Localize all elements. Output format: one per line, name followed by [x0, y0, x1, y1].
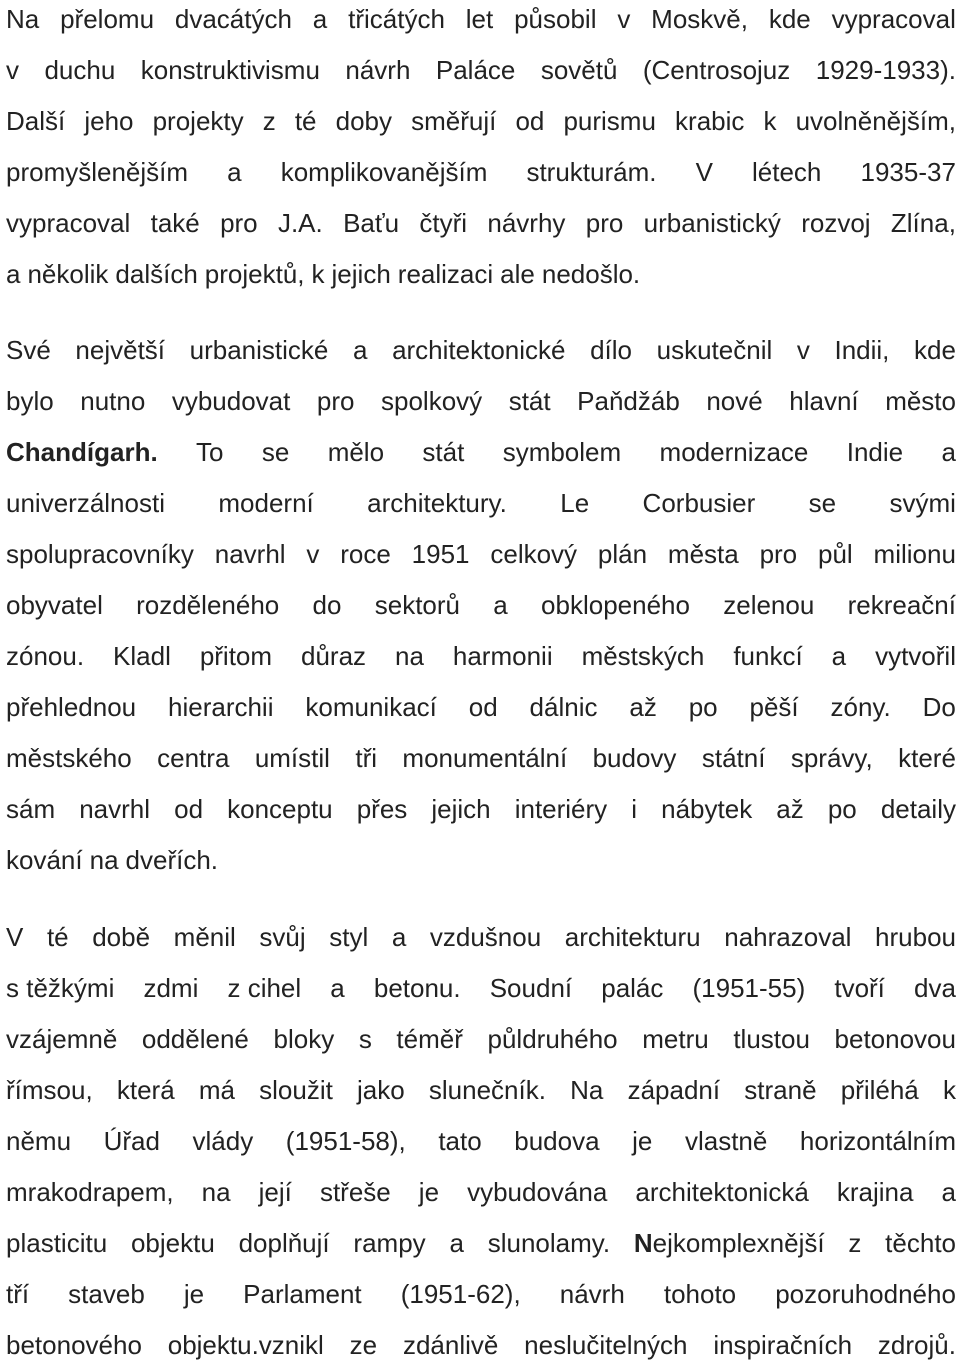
word: budovy: [592, 743, 677, 773]
word: (1951-58),: [285, 1126, 406, 1156]
word: téměř: [396, 1024, 463, 1054]
word: v: [796, 335, 810, 365]
word: tři: [355, 743, 378, 773]
word: komplikovanějším: [280, 157, 488, 187]
word: zdmi: [143, 973, 199, 1003]
word: je: [418, 1177, 440, 1207]
word: roce: [340, 539, 391, 569]
word: třicátých: [348, 4, 445, 34]
word: urbanistické: [189, 335, 329, 365]
text-line: [6, 198, 956, 249]
word: spolupracovníky: [6, 539, 194, 569]
word: tvoří: [834, 973, 885, 1003]
text-line: [6, 1014, 956, 1065]
word: symbolem: [502, 437, 622, 467]
text-line: [6, 631, 956, 682]
word: (1951-55): [692, 973, 806, 1003]
word: době: [92, 922, 151, 952]
word: nutno: [80, 386, 146, 416]
word: do: [312, 590, 342, 620]
text-line: [6, 0, 956, 45]
word: pěší: [749, 692, 799, 722]
word: horizontálním: [799, 1126, 956, 1156]
word: západní: [627, 1075, 721, 1105]
word: jako: [357, 1075, 405, 1105]
word: těchto: [885, 1228, 956, 1258]
word: krabic: [675, 106, 745, 136]
word: Do: [922, 692, 956, 722]
word: objektu.vznikl: [167, 1330, 324, 1360]
word: obyvatel: [6, 590, 103, 620]
word: přelomu: [60, 4, 155, 34]
word: ale: [500, 259, 535, 289]
word: staveb: [68, 1279, 145, 1309]
word: centra: [157, 743, 230, 773]
word: vzájemně: [6, 1024, 118, 1054]
word: projektů,: [204, 259, 305, 289]
word: v: [6, 55, 19, 85]
word: svými: [889, 488, 956, 518]
word: a: [6, 259, 21, 289]
word: Paláce: [435, 55, 516, 85]
word: a: [449, 1228, 464, 1258]
word: také: [150, 208, 200, 238]
word: budova: [514, 1126, 600, 1156]
word: po: [827, 794, 857, 824]
word: metru: [642, 1024, 709, 1054]
word: purismu: [563, 106, 656, 136]
word: architektonické: [392, 335, 566, 365]
word: rozděleného: [136, 590, 280, 620]
word: vzdušnou: [429, 922, 542, 952]
word: správy,: [790, 743, 873, 773]
word: půl: [817, 539, 853, 569]
word: návrh: [559, 1279, 625, 1309]
word: města: [667, 539, 739, 569]
text-line: [6, 1218, 956, 1269]
word: sektorů: [374, 590, 460, 620]
word: Na: [570, 1075, 604, 1105]
word: na: [89, 845, 119, 875]
word: uskutečnil: [656, 335, 773, 365]
word: přes: [356, 794, 408, 824]
text-line: [6, 478, 956, 529]
word: Baťu: [343, 208, 400, 238]
word: vytvořil: [875, 641, 956, 671]
word: s: [358, 1024, 372, 1054]
word: dílo: [590, 335, 633, 365]
word: nábytek: [661, 794, 753, 824]
word: nahrazoval: [724, 922, 852, 952]
word: tato: [438, 1126, 482, 1156]
word: let: [465, 4, 494, 34]
word: jejich: [431, 794, 491, 824]
word: měnil: [173, 922, 236, 952]
word: inspiračních: [713, 1330, 853, 1360]
word: se: [808, 488, 837, 518]
text-line: [6, 1320, 956, 1371]
word: a: [352, 335, 368, 365]
word: pro: [759, 539, 798, 569]
word: 1929-1933).: [815, 55, 956, 85]
text-line: [6, 376, 956, 427]
text-line: [6, 1167, 956, 1218]
word: neslučitelných: [524, 1330, 688, 1360]
word: městského: [6, 743, 132, 773]
word: Další: [6, 106, 66, 136]
word: tohoto: [663, 1279, 737, 1309]
word: konstruktivismu: [140, 55, 320, 85]
word: Na: [6, 4, 40, 34]
word: po: [688, 692, 718, 722]
word: Kladl: [113, 641, 171, 671]
word: (1951-62),: [400, 1279, 521, 1309]
word: Indie: [846, 437, 904, 467]
word: dálnic: [529, 692, 598, 722]
word: a: [941, 1177, 956, 1207]
paragraph-moscow: [6, 0, 956, 300]
word: sloužit: [259, 1075, 333, 1105]
word: střeše: [319, 1177, 391, 1207]
word: tří: [6, 1279, 30, 1309]
word: promyšlenějším: [6, 157, 189, 187]
word: 1935-37: [860, 157, 956, 187]
word: se: [261, 437, 290, 467]
word: konceptu: [227, 794, 333, 824]
word: navrhl: [214, 539, 286, 569]
word: oddělené: [141, 1024, 249, 1054]
word: přitom: [199, 641, 273, 671]
word: a: [941, 437, 956, 467]
word: uvolněnějším,: [795, 106, 956, 136]
word: její: [258, 1177, 292, 1207]
word: duchu: [44, 55, 116, 85]
word: důraz: [301, 641, 367, 671]
word: k: [942, 1075, 956, 1105]
word: i: [631, 794, 638, 824]
word: má: [198, 1075, 235, 1105]
word: k: [763, 106, 777, 136]
word: pro: [316, 386, 355, 416]
word: s těžkými: [6, 973, 115, 1003]
text-line: [6, 682, 956, 733]
word: je: [183, 1279, 205, 1309]
word: architektury.: [367, 488, 507, 518]
word: mělo: [327, 437, 385, 467]
word: v: [617, 4, 631, 34]
word: největší: [75, 335, 166, 365]
word: Indii,: [834, 335, 890, 365]
word: kde: [768, 4, 811, 34]
word: zdánlivě: [402, 1330, 499, 1360]
word: od: [174, 794, 204, 824]
text-line: [6, 1065, 956, 1116]
word: komunikací: [305, 692, 437, 722]
word: půldruhého: [487, 1024, 618, 1054]
word: navrhl: [79, 794, 151, 824]
word: nedošlo.: [541, 259, 641, 289]
word: jeho: [84, 106, 134, 136]
word: bloky: [273, 1024, 335, 1054]
word: vypracoval: [831, 4, 956, 34]
word: sovětů: [540, 55, 618, 85]
word: přehlednou: [6, 692, 137, 722]
word: pro: [585, 208, 624, 238]
word: 1951: [411, 539, 470, 569]
paragraph-style-change: [6, 912, 956, 1371]
word: betonového: [6, 1330, 142, 1360]
word: rampy: [353, 1228, 426, 1258]
word: plasticitu: [6, 1228, 108, 1258]
word: Chandígarh.: [6, 437, 158, 467]
word: (Centrosojuz: [642, 55, 791, 85]
word: v: [306, 539, 320, 569]
word: hlavní: [789, 386, 859, 416]
word: nové: [706, 386, 763, 416]
word: a: [227, 157, 242, 187]
word: bylo: [6, 386, 54, 416]
word: Parlament: [243, 1279, 362, 1309]
word: straně: [744, 1075, 817, 1105]
word: a: [330, 973, 345, 1003]
word: V: [695, 157, 713, 187]
word: Soudní: [489, 973, 573, 1003]
word: vlastně: [684, 1126, 768, 1156]
word: čtyři: [419, 208, 468, 238]
word: která: [116, 1075, 175, 1105]
word: římsou,: [6, 1075, 93, 1105]
word: Corbusier: [642, 488, 756, 518]
word: architektonická: [635, 1177, 809, 1207]
word: a: [391, 922, 407, 952]
word: dva: [914, 973, 956, 1003]
word: interiéry: [514, 794, 608, 824]
word: až: [629, 692, 657, 722]
word: univerzálnosti: [6, 488, 165, 518]
text-line: [6, 427, 956, 478]
text-line: [6, 249, 956, 300]
word: jejich: [331, 259, 391, 289]
word: vybudovat: [171, 386, 291, 416]
word: Úřad: [103, 1126, 160, 1156]
word: hrubou: [875, 922, 956, 952]
word: přiléhá: [840, 1075, 919, 1105]
word: detaily: [880, 794, 956, 824]
word: Moskvě,: [651, 4, 748, 34]
word: k: [311, 259, 325, 289]
word: návrhy: [487, 208, 566, 238]
word: je: [632, 1126, 653, 1156]
word: na: [201, 1177, 231, 1207]
word: zelenou: [723, 590, 815, 620]
word: vybudována: [467, 1177, 608, 1207]
word: pro: [220, 208, 258, 238]
text-line: [6, 733, 956, 784]
text-line: [6, 835, 956, 886]
text-line: [6, 1116, 956, 1167]
word: státní: [701, 743, 766, 773]
word: slunečník.: [428, 1075, 546, 1105]
word: Nejkomplexnější: [633, 1228, 825, 1258]
word: svůj: [259, 922, 306, 952]
word: milionu: [873, 539, 956, 569]
word: pozoruhodného: [775, 1279, 956, 1309]
word: které: [898, 743, 956, 773]
word: To: [196, 437, 224, 467]
word: směřují: [411, 106, 497, 136]
word: plán: [597, 539, 648, 569]
word: dveřích.: [125, 845, 219, 875]
word: harmonii: [452, 641, 553, 671]
word: té: [294, 106, 317, 136]
text-line: [6, 147, 956, 198]
word: dalších: [115, 259, 198, 289]
word: na: [395, 641, 424, 671]
word: dvacátých: [174, 4, 292, 34]
word: krajina: [836, 1177, 914, 1207]
word: umístil: [254, 743, 330, 773]
word: obklopeného: [541, 590, 690, 620]
text-line: [6, 580, 956, 631]
word: doplňují: [238, 1228, 330, 1258]
word: létech: [752, 157, 822, 187]
text-line: [6, 912, 956, 963]
word: od: [468, 692, 498, 722]
text-line: [6, 45, 956, 96]
word: stát: [422, 437, 465, 467]
word: moderní: [218, 488, 314, 518]
word: spolkový: [381, 386, 483, 416]
word: slunolamy.: [487, 1228, 611, 1258]
word: několik: [27, 259, 109, 289]
word: stát: [508, 386, 551, 416]
word: rozvoj: [801, 208, 871, 238]
word: kování: [6, 845, 83, 875]
word: zónou.: [6, 641, 85, 671]
word: betonu.: [373, 973, 461, 1003]
word: té: [46, 922, 69, 952]
word: rekreační: [847, 590, 956, 620]
word: a: [493, 590, 508, 620]
word: celkový: [490, 539, 578, 569]
word: z: [848, 1228, 862, 1258]
word: Paňdžáb: [577, 386, 680, 416]
word: vypracoval: [6, 208, 131, 238]
word: město: [885, 386, 956, 416]
word: zdrojů.: [877, 1330, 956, 1360]
word: hierarchii: [168, 692, 274, 722]
word: Le: [560, 488, 590, 518]
word: městských: [581, 641, 705, 671]
text-line: [6, 784, 956, 835]
word: až: [776, 794, 804, 824]
word: betonovou: [834, 1024, 956, 1054]
word: z: [262, 106, 276, 136]
word: ze: [349, 1330, 378, 1360]
word: urbanistický: [643, 208, 781, 238]
text-line: [6, 1269, 956, 1320]
word: modernizace: [659, 437, 809, 467]
paragraph-chandigarh: [6, 325, 956, 886]
word: architekturu: [564, 922, 701, 952]
word: strukturám.: [526, 157, 657, 187]
word: mrakodrapem,: [6, 1177, 174, 1207]
word: Zlína,: [890, 208, 956, 238]
word: působil: [514, 4, 597, 34]
word: J.A.: [277, 208, 323, 238]
word: projekty: [152, 106, 244, 136]
word: realizaci: [397, 259, 494, 289]
word: němu: [6, 1126, 72, 1156]
word: doby: [335, 106, 392, 136]
word: návrh: [345, 55, 411, 85]
word: z cihel: [227, 973, 302, 1003]
word: tlustou: [733, 1024, 810, 1054]
word: V: [6, 922, 24, 952]
word: kde: [914, 335, 956, 365]
word: a: [831, 641, 847, 671]
text-line: [6, 96, 956, 147]
word: od: [515, 106, 545, 136]
text-line: [6, 325, 956, 376]
word: palác: [601, 973, 664, 1003]
word: monumentální: [402, 743, 568, 773]
word: Své: [6, 335, 51, 365]
word: funkcí: [733, 641, 803, 671]
word: objektu: [130, 1228, 215, 1258]
text-line: [6, 963, 956, 1014]
word: zóny.: [830, 692, 891, 722]
word: sám: [6, 794, 56, 824]
text-line: [6, 529, 956, 580]
word: styl: [329, 922, 369, 952]
word: vlády: [192, 1126, 254, 1156]
word: a: [312, 4, 328, 34]
